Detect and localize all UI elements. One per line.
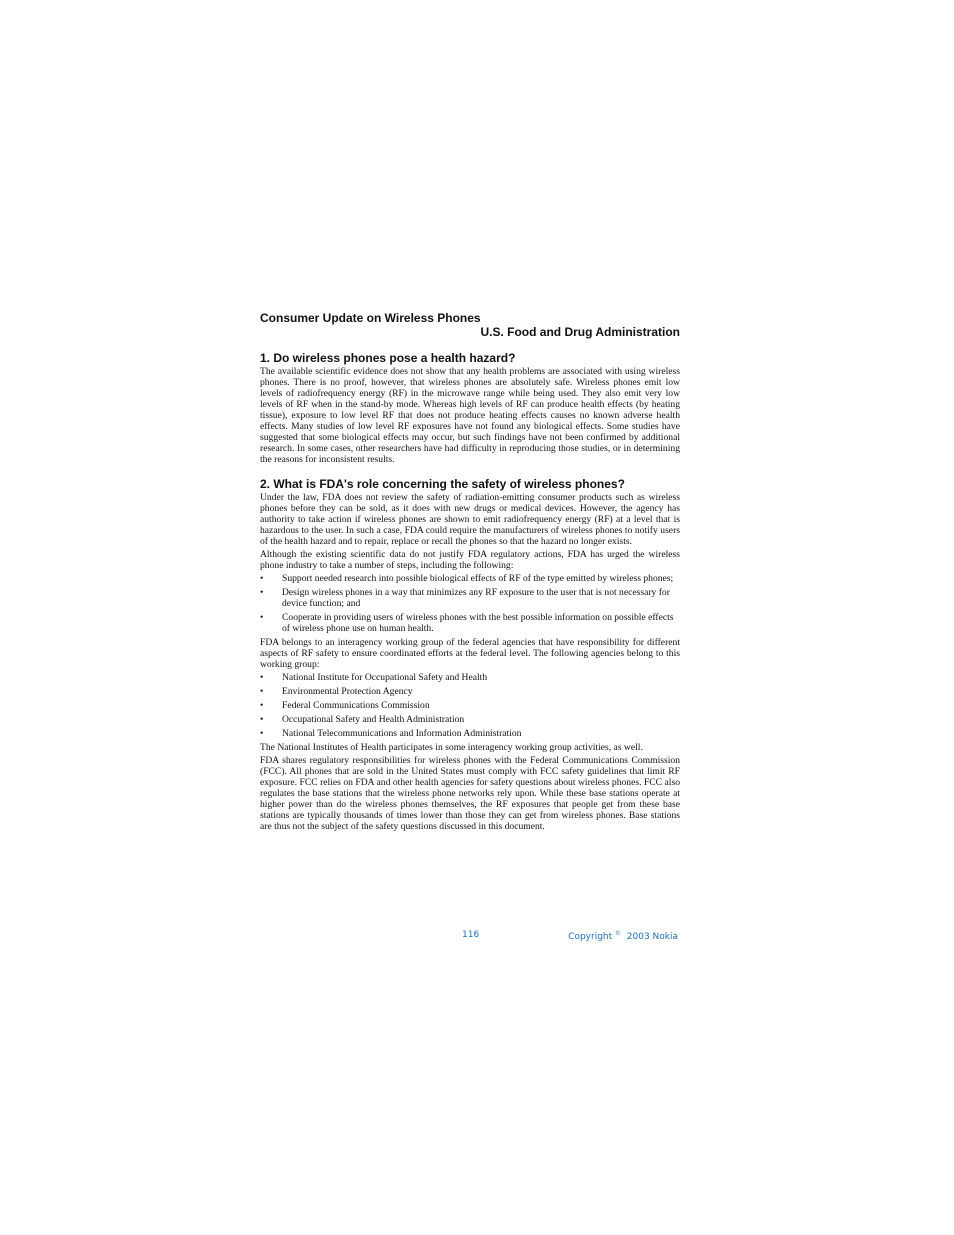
copyright-label: Copyright: [568, 932, 613, 942]
document-page: [260, 311, 680, 834]
section-2-paragraph-3: FDA belongs to an interagency working group of the federal agencies that have responsibility for different aspects of RF safety to ensure coordinated efforts at the federal level. The following agencies belong to this working group:: [260, 637, 680, 670]
agencies-list: [260, 672, 680, 739]
list-item-text: Environmental Protection Agency: [282, 686, 413, 697]
copyright-symbol: ©: [615, 930, 622, 937]
section-2-heading: 2. What is FDA's role concerning the safety of wireless phones?: [260, 477, 625, 491]
list-item: [260, 714, 680, 725]
list-item: [260, 700, 680, 711]
copyright-notice: [568, 930, 678, 942]
list-item-text: Design wireless phones in a way that minimizes any RF exposure to the user that is not necessary for device function; and: [282, 587, 670, 609]
bullet-icon: •: [260, 672, 264, 683]
list-item: [260, 612, 680, 634]
bullet-icon: •: [260, 714, 264, 725]
copyright-year-owner: 2003 Nokia: [626, 932, 678, 942]
list-item-text: Federal Communications Commission: [282, 700, 430, 711]
page-footer: [260, 930, 678, 944]
list-item: [260, 672, 680, 683]
list-item-text: Occupational Safety and Health Administration: [282, 714, 465, 725]
bullet-icon: •: [260, 587, 264, 598]
section-2-paragraph-2: Although the existing scientific data do not justify FDA regulatory actions, FDA has urged the wireless phone industry to take a number of steps, including the following:: [260, 549, 680, 571]
list-item-text: National Institute for Occupational Safety and Health: [282, 672, 488, 683]
document-title: Consumer Update on Wireless Phones: [260, 311, 481, 325]
section-2-paragraph-5: FDA shares regulatory responsibilities for wireless phones with the Federal Communications Commission (FCC). All phones that are sold in the United States must comply with FCC safety guidelines that limit RF exposure. FCC relies on FDA and other health agencies for safety questions about wireless phones. FCC also regulates the base stations that the wireless phone networks rely upon. While these base stations operate at higher power than do the wireless phones themselves, the RF exposures that people get from these base stations are typically thousands of times lower than those they can get from wireless phones. Base stations are thus not the subject of the safety questions discussed in this document.: [260, 755, 680, 832]
section-2-paragraph-4: The National Institutes of Health participates in some interagency working group activities, as well.: [260, 742, 643, 753]
section-1-paragraph: The available scientific evidence does not show that any health problems are associated with using wireless phones. There is no proof, however, that wireless phones are absolutely safe. Wireless phones emit low levels of radiofrequency energy (RF) in the microwave range while being used. They also emit very low levels of RF when in the stand-by mode. Whereas high levels of RF can produce health effects (by heating tissue), exposure to low level RF that does not produce heating effects causes no known adverse health effects. Many studies of low level RF exposures have not found any biological effects. Some studies have suggested that some biological effects may occur, but such findings have not been confirmed by additional research. In some cases, other researchers have had difficulty in reproducing those studies, or in determining the reasons for inconsistent results.: [260, 366, 680, 465]
section-2-paragraph-1: Under the law, FDA does not review the safety of radiation-emitting consumer products such as wireless phones before they can be sold, as it does with new drugs or medical devices. However, the agency has authority to take action if wireless phones are shown to emit radiofrequency energy (RF) at a level that is hazardous to the user. In such a case, FDA could require the manufacturers of wireless phones to notify users of the health hazard and to repair, replace or recall the phones so that the hazard no longer exists.: [260, 492, 680, 547]
list-item: [260, 587, 680, 609]
list-item: [260, 686, 680, 697]
list-item-text: Support needed research into possible biological effects of RF of the type emitted by wireless phones;: [282, 573, 674, 584]
bullet-icon: •: [260, 573, 264, 584]
list-item-text: National Telecommunications and Information Administration: [282, 728, 522, 739]
list-item: [260, 573, 680, 584]
document-subtitle: U.S. Food and Drug Administration: [480, 325, 680, 339]
section-1-heading: 1. Do wireless phones pose a health hazard?: [260, 351, 516, 365]
bullet-icon: •: [260, 700, 264, 711]
bullet-icon: •: [260, 728, 264, 739]
fda-steps-list: [260, 573, 680, 634]
list-item: [260, 728, 680, 739]
bullet-icon: •: [260, 686, 264, 697]
list-item-text: Cooperate in providing users of wireless phones with the best possible information on possible effects of wireless phone use on human health.: [282, 612, 674, 634]
bullet-icon: •: [260, 612, 264, 623]
page-number: 116: [462, 930, 480, 940]
